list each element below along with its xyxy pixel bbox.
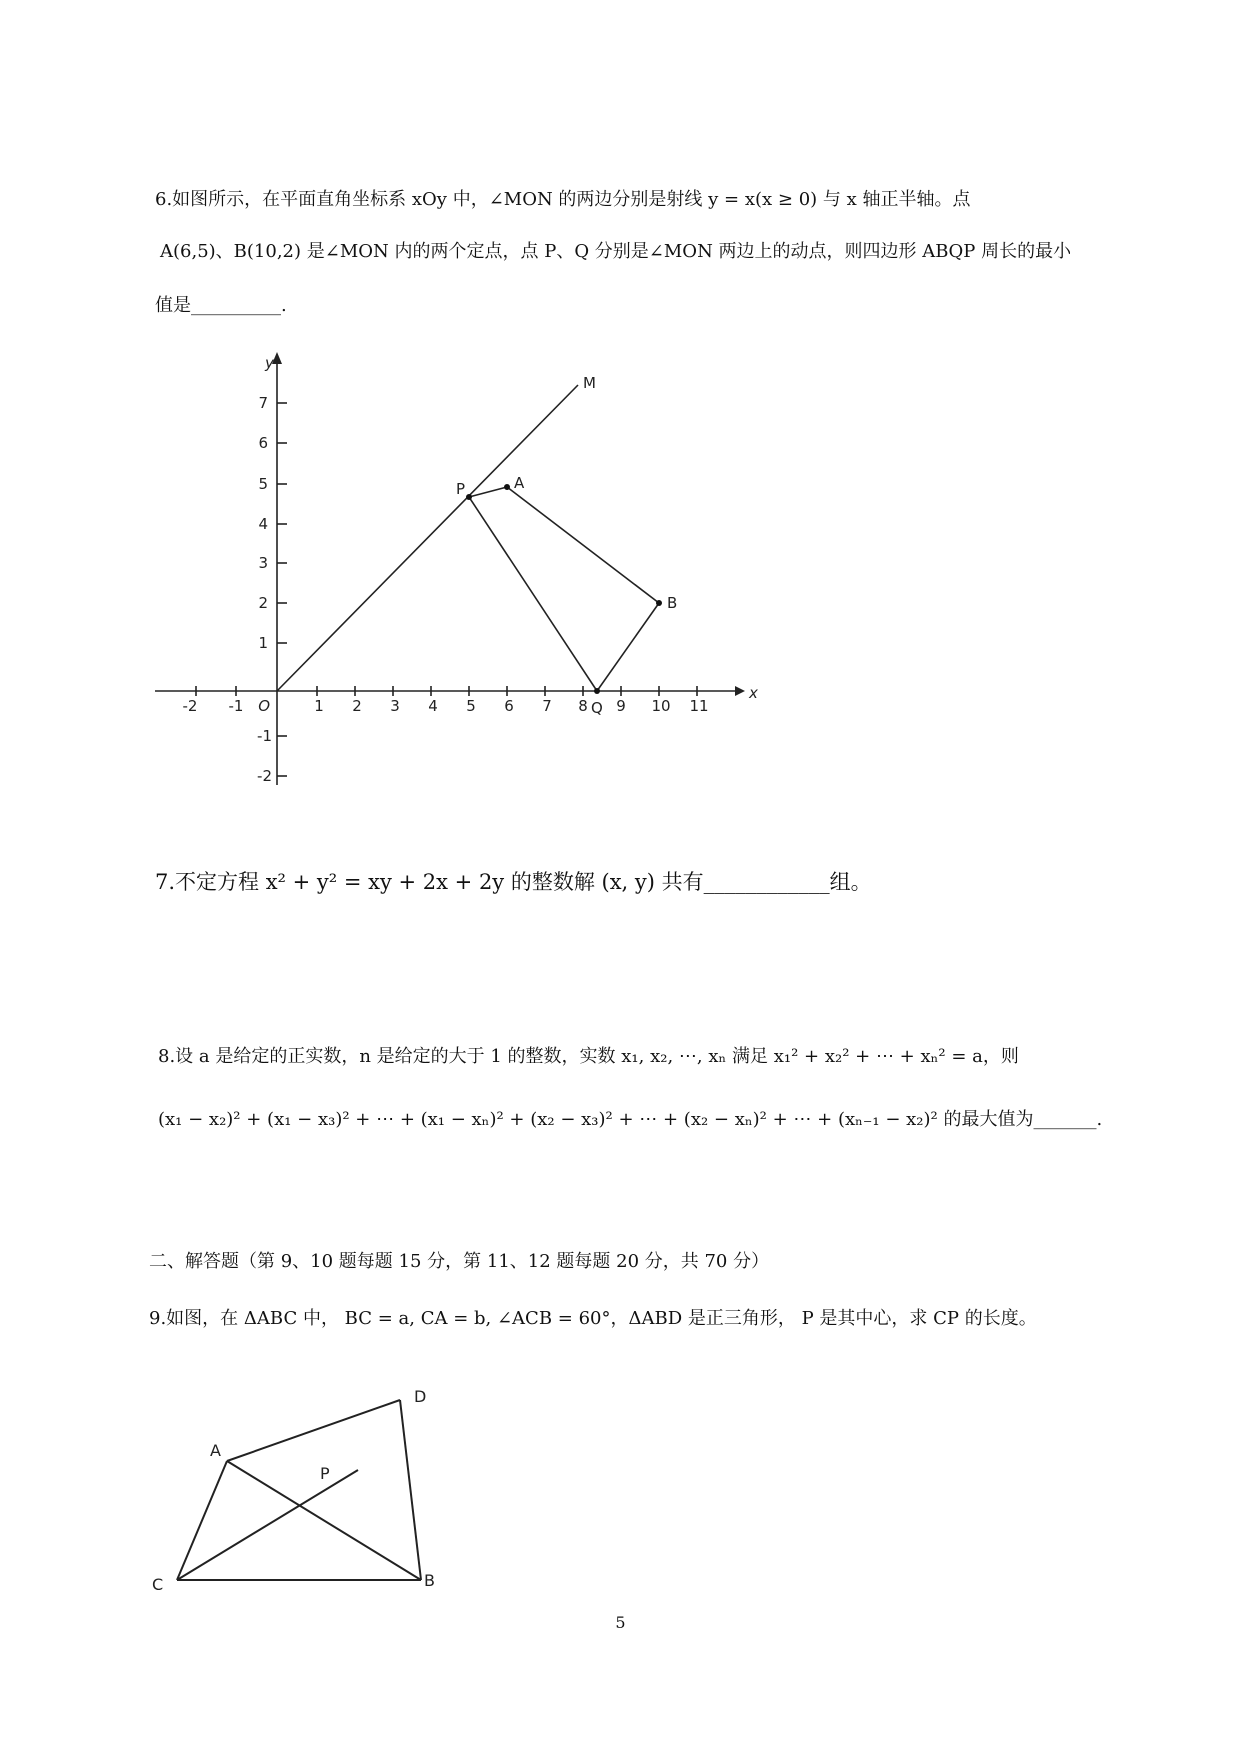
x-tick-label: 3 bbox=[390, 697, 400, 715]
x-tick-label: 2 bbox=[352, 697, 362, 715]
y-tick-label: -2 bbox=[257, 767, 272, 785]
y-tick-label: 1 bbox=[258, 634, 268, 652]
y-tick-label: 5 bbox=[258, 475, 268, 493]
y-tick-label: 7 bbox=[258, 394, 268, 412]
y-tick-label: 6 bbox=[258, 434, 268, 452]
y-tick-label: 3 bbox=[258, 554, 268, 572]
origin-label: O bbox=[258, 697, 270, 715]
y-tick-label: -1 bbox=[257, 727, 272, 745]
label-m: M bbox=[583, 374, 596, 392]
q6-line-1: 6.如图所示，在平面直角坐标系 xOy 中，∠MON 的两边分别是射线 y = x(x ≥ 0) 与 x 轴正半轴。点 bbox=[155, 189, 971, 210]
y-tick-label: 4 bbox=[258, 515, 268, 533]
label-p: P bbox=[456, 480, 466, 498]
q8-line-1: 8.设 a 是给定的正实数，n 是给定的大于 1 的整数，实数 x₁, x₂, ⋯, xₙ 满足 x₁² + x₂² + ⋯ + xₙ² = a，则 bbox=[158, 1046, 1019, 1067]
page-number: 5 bbox=[615, 1613, 626, 1632]
x-tick-label: 9 bbox=[616, 697, 626, 715]
label-a: A bbox=[514, 474, 525, 492]
q8-line-2: (x₁ − x₂)² + (x₁ − x₃)² + ⋯ + (x₁ − xₙ)² + (x₂ − x₃)² + ⋯ + (x₂ − xₙ)² + ⋯ + (xₙ₋₁ − x₂)² 的最大值为_______. bbox=[158, 1109, 1103, 1130]
label-b: B bbox=[424, 1571, 435, 1590]
label-q: Q bbox=[591, 699, 603, 717]
x-tick-label: 4 bbox=[428, 697, 438, 715]
x-tick-label: 11 bbox=[689, 697, 709, 715]
q6-line-3: 值是__________. bbox=[155, 295, 287, 316]
x-tick-label: 10 bbox=[651, 697, 671, 715]
label-a: A bbox=[210, 1441, 221, 1460]
x-tick-label: 6 bbox=[504, 697, 514, 715]
segment-ac bbox=[177, 1461, 227, 1580]
x-tick-label: 5 bbox=[466, 697, 476, 715]
x-tick-label: -1 bbox=[228, 697, 244, 715]
x-tick-label: 1 bbox=[314, 697, 324, 715]
section-heading: 二、解答题（第 9、10 题每题 15 分，第 11、12 题每题 20 分，共 70 分） bbox=[149, 1251, 770, 1272]
x-tick-label: -2 bbox=[182, 697, 198, 715]
segment-db bbox=[400, 1400, 421, 1580]
y-tick-label: 2 bbox=[258, 594, 268, 612]
label-p: P bbox=[320, 1464, 330, 1483]
label-b: B bbox=[667, 594, 678, 612]
x-tick-label: 7 bbox=[542, 697, 552, 715]
q6-line-2: A(6,5)、B(10,2) 是∠MON 内的两个定点，点 P、Q 分别是∠MON 两边上的动点，则四边形 ABQP 周长的最小 bbox=[160, 241, 1072, 262]
label-c: C bbox=[152, 1575, 164, 1594]
q7-text: 7.不定方程 x² + y² = xy + 2x + 2y 的整数解 (x, y) 共有____________组。 bbox=[155, 870, 872, 894]
q9-text: 9.如图，在 ΔABC 中， BC = a, CA = b, ∠ACB = 60°，ΔABD 是正三角形， P 是其中心，求 CP 的长度。 bbox=[149, 1308, 1037, 1329]
x-tick-label: 8 bbox=[578, 697, 588, 715]
y-axis-label: y bbox=[265, 354, 274, 372]
x-axis-label: x bbox=[749, 684, 758, 702]
segment-ad bbox=[227, 1400, 400, 1461]
label-d: D bbox=[414, 1387, 427, 1406]
